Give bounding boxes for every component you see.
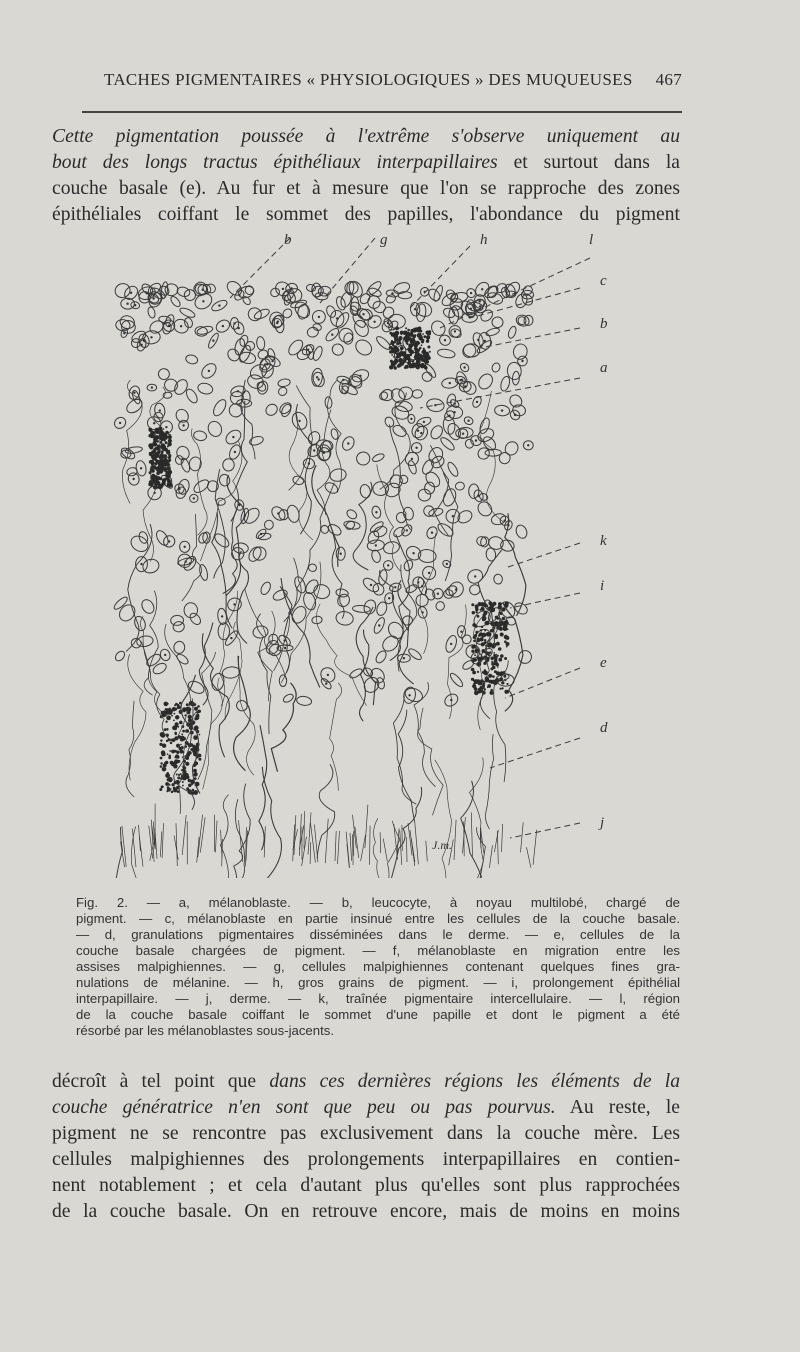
caption-line: de la couche basale coiffant le sommet d'une papille et dont le pigment a été (76, 1007, 680, 1022)
label-h-top: h (480, 232, 488, 248)
text-run: et surtout dans la (497, 152, 680, 173)
text-run: cellules malpighiennes des prolongements interpapillaires en contien- (52, 1149, 680, 1170)
caption-line: pigment. — c, mélanoblaste en partie insinué entre les cellules de la couche basale. (76, 911, 680, 926)
text-run: couche basale (e). Au fur et à mesure que l'on se rapproche des zones (52, 178, 680, 199)
paragraph-top (52, 124, 680, 228)
caption-line: Fig. 2. — a, mélanoblaste. — b, leucocyte, à noyau multilobé, chargé de (76, 895, 680, 910)
figure-caption (76, 895, 680, 1039)
text-line (52, 176, 680, 202)
caption-line: résorbé par les mélanoblastes sous-jacents. (76, 1023, 335, 1038)
leader-line (505, 668, 580, 698)
histology-figure (110, 228, 630, 878)
label-d-right: d (600, 720, 608, 736)
text-line (52, 1095, 680, 1121)
caption-line: couche basale chargées de pigment. — f, mélanoblaste en migration entre les (76, 943, 680, 958)
label-b-right: b (600, 316, 608, 332)
text-line (52, 1121, 680, 1147)
label-l-top: l (589, 232, 594, 248)
caption-line: nulations de mélanine. — h, gros grains de pigment. — i, prolongement épithélial (76, 975, 680, 990)
text-run: épithéliales coiffant le sommet des papilles, l'abondance du pigment (52, 204, 680, 225)
label-g-top: g (380, 232, 388, 248)
label-i-right: i (600, 578, 605, 594)
text-run: pigment ne se rencontre pas exclusivement dans la couche mère. Les (52, 1123, 680, 1144)
italic-text: Cette pigmentation poussée à l'extrême s'observe uniquement au (52, 126, 680, 147)
italic-text: couche génératrice n'en sont que peu ou pas pourvus. (52, 1097, 556, 1118)
page-number: 467 (655, 70, 682, 89)
label-k-right: k (600, 533, 607, 549)
caption-line: assises malpighiennes. — g, cellules malpighiennes contenant quelques fines gra- (76, 959, 680, 974)
running-title: TACHES PIGMENTAIRES « PHYSIOLOGIQUES » DES MUQUEUSES (104, 70, 633, 89)
label-e-right: e (600, 655, 607, 671)
text-line (52, 150, 680, 176)
text-line (52, 1069, 680, 1095)
italic-text: bout des longs tractus épithéliaux interpapillaires (52, 152, 498, 173)
tissue-drawing (110, 279, 537, 878)
text-run: nent notablement ; et cela d'autant plus qu'elles sont plus rapprochées (52, 1175, 680, 1196)
leader-line (230, 238, 290, 298)
paragraph-bottom (52, 1069, 680, 1225)
leader-line (510, 593, 580, 608)
text-line (52, 1147, 680, 1173)
italic-text: dans ces dernières régions les éléments de la (269, 1071, 680, 1092)
text-line (52, 1199, 680, 1225)
text-run: décroît à tel point que (52, 1071, 270, 1092)
text-line (52, 1173, 680, 1199)
label-b-top: b (284, 232, 292, 248)
label-c-right: c (600, 273, 607, 289)
caption-line: interpapillaire. — j, derme. — k, traînée pigmentaire intercellulaire. — l, région (76, 991, 680, 1006)
label-j-right: j (600, 815, 605, 831)
artist-signature: J.m. (432, 838, 452, 852)
leader-line (480, 328, 580, 348)
header-rule (82, 111, 682, 113)
text-line (52, 124, 680, 150)
label-a-right: a (600, 360, 608, 376)
text-line (52, 202, 680, 228)
leader-line (505, 543, 580, 568)
leader-line (510, 823, 580, 838)
caption-line: — d, granulations pigmentaires disséminées dans le derme. — e, cellules de la (76, 927, 680, 942)
text-run: Au reste, le (555, 1097, 680, 1118)
text-run: de la couche basale. On en retrouve encore, mais de moins en moins (52, 1201, 680, 1222)
